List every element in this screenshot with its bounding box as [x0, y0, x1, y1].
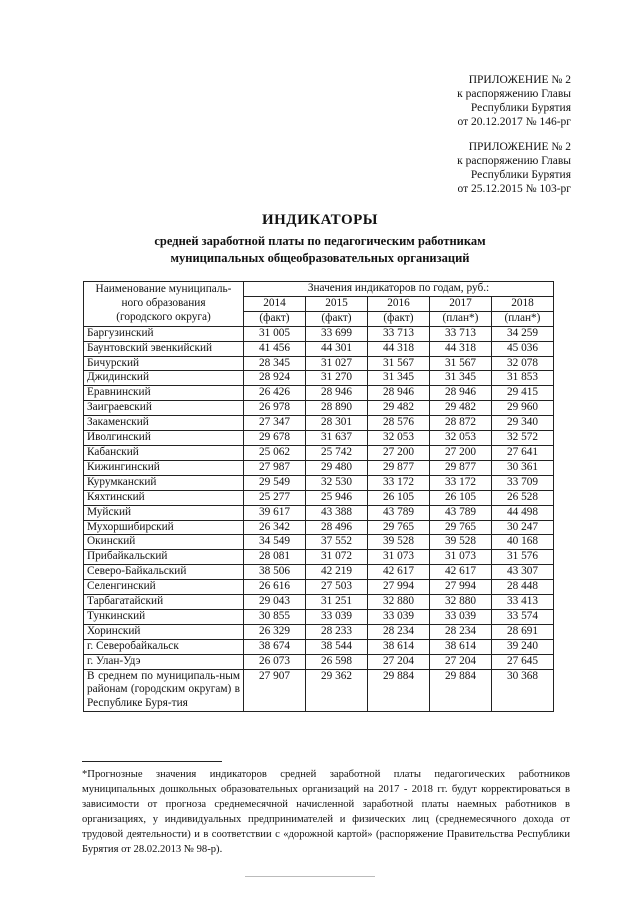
average-label: В среднем по муниципаль-ным районам (городским округам) в Республике Буря-тия: [84, 669, 244, 712]
municipality-name: Хоринский: [84, 624, 244, 639]
indicator-value: 45 036: [492, 341, 554, 356]
appendix-ref-line: Республики Бурятия: [470, 169, 571, 181]
table-row: [84, 431, 554, 446]
indicator-value: 33 699: [306, 326, 368, 341]
municipality-name: Селенгинский: [84, 580, 244, 595]
indicator-value: 33 713: [430, 326, 492, 341]
year-kind: (факт): [244, 311, 306, 326]
indicator-value: 42 617: [430, 565, 492, 580]
indicator-value: 39 240: [492, 639, 554, 654]
indicator-value: 28 872: [430, 416, 492, 431]
indicator-value: 28 301: [306, 416, 368, 431]
indicator-value: 28 345: [244, 356, 306, 371]
indicator-value: 28 691: [492, 624, 554, 639]
indicator-value: 27 204: [430, 654, 492, 669]
municipality-name: Мухоршибирский: [84, 520, 244, 535]
indicator-value: 28 890: [306, 401, 368, 416]
indicator-value: 31 072: [306, 550, 368, 565]
indicator-value: 30 361: [492, 460, 554, 475]
municipality-name: Закаменский: [84, 416, 244, 431]
municipality-name: г. Северобайкальск: [84, 639, 244, 654]
indicator-value: 27 200: [430, 445, 492, 460]
indicator-value: 33 039: [368, 609, 430, 624]
indicator-value: 26 616: [244, 580, 306, 595]
indicator-value: 32 053: [368, 431, 430, 446]
table-row: [84, 386, 554, 401]
indicator-value: 27 987: [244, 460, 306, 475]
indicator-value: 25 277: [244, 490, 306, 505]
appendix-ref-line: к распоряжению Главы: [457, 88, 571, 100]
indicator-value: 33 172: [430, 475, 492, 490]
indicator-value: 27 645: [492, 654, 554, 669]
indicator-value: 31 637: [306, 431, 368, 446]
indicator-value: 31 853: [492, 371, 554, 386]
year-kind: (план*): [430, 311, 492, 326]
municipality-name: Иволгинский: [84, 431, 244, 446]
table-row: [84, 654, 554, 669]
indicator-value: 28 496: [306, 520, 368, 535]
indicator-value: 33 039: [430, 609, 492, 624]
appendix-header-current: [457, 73, 571, 129]
indicator-value: 26 598: [306, 654, 368, 669]
appendix-label: ПРИЛОЖЕНИЕ № 2: [468, 74, 571, 86]
indicator-value: 38 544: [306, 639, 368, 654]
table-row: [84, 565, 554, 580]
indicator-value: 38 674: [244, 639, 306, 654]
document-title: ИНДИКАТОРЫ: [261, 212, 379, 228]
table-row: [84, 609, 554, 624]
indicator-value: 28 233: [306, 624, 368, 639]
indicator-value: 43 789: [430, 505, 492, 520]
indicator-value: 26 073: [244, 654, 306, 669]
indicator-value: 39 528: [368, 535, 430, 550]
indicator-value: 32 053: [430, 431, 492, 446]
indicator-value: 31 576: [492, 550, 554, 565]
table-row: [84, 401, 554, 416]
indicator-value: 26 978: [244, 401, 306, 416]
footnote: *Прогнозные значения индикаторов средней заработной платы педагогических работников муниципальных дошкольных образовательных организаций на 2017 - 2018 гг. будут корректироваться в зависимости от прогноза среднемесячной начисленной заработной платы наемных работников в организациях, у индивидуальных предпринимателей и физических лиц (среднемесячного дохода от трудовой деятельности) и в соответствии с «дорожной картой» (распоряжение Правительства Республики Бурятия от 28.02.2013 № 98-р).: [82, 769, 570, 856]
average-value: 29 884: [430, 669, 492, 712]
municipality-name: Заиграевский: [84, 401, 244, 416]
indicator-value: 31 270: [306, 371, 368, 386]
indicator-value: 31 073: [368, 550, 430, 565]
table-row: [84, 341, 554, 356]
municipality-name: Баунтовский эвенкийский: [84, 341, 244, 356]
indicator-value: 38 614: [368, 639, 430, 654]
indicator-value: 26 528: [492, 490, 554, 505]
column-group-header: Значения индикаторов по годам, руб.:: [244, 282, 554, 297]
indicator-value: 27 994: [368, 580, 430, 595]
table-row: [84, 356, 554, 371]
indicator-value: 27 204: [368, 654, 430, 669]
indicator-value: 33 713: [368, 326, 430, 341]
indicator-value: 29 877: [368, 460, 430, 475]
indicator-value: 43 388: [306, 505, 368, 520]
table-row: [84, 326, 554, 341]
indicator-value: 32 572: [492, 431, 554, 446]
indicator-value: 43 307: [492, 565, 554, 580]
indicator-value: 29 877: [430, 460, 492, 475]
average-value: 29 362: [306, 669, 368, 712]
appendix-date: от 25.12.2015 № 103-рг: [457, 183, 571, 195]
indicator-value: 41 456: [244, 341, 306, 356]
municipality-name: Тарбагатайский: [84, 595, 244, 610]
indicator-value: 33 574: [492, 609, 554, 624]
indicator-value: 28 448: [492, 580, 554, 595]
indicator-value: 28 946: [306, 386, 368, 401]
indicator-value: 33 413: [492, 595, 554, 610]
indicator-value: 29 340: [492, 416, 554, 431]
indicator-value: 29 960: [492, 401, 554, 416]
indicator-value: 26 105: [368, 490, 430, 505]
footnote-divider: [82, 761, 222, 762]
average-value: 27 907: [244, 669, 306, 712]
indicator-value: 44 318: [430, 341, 492, 356]
indicator-value: 28 576: [368, 416, 430, 431]
indicator-value: 32 880: [368, 595, 430, 610]
year-header: 2015: [306, 296, 368, 311]
appendix-date: от 20.12.2017 № 146-рг: [457, 116, 571, 128]
indicator-value: 30 247: [492, 520, 554, 535]
table-row: [84, 505, 554, 520]
column-header-municipality: Наименование муниципаль- ного образования (городского округа): [84, 282, 244, 327]
municipality-name: Северо-Байкальский: [84, 565, 244, 580]
appendix-header-previous: [457, 140, 571, 196]
indicator-value: 33 039: [306, 609, 368, 624]
year-kind: (план*): [492, 311, 554, 326]
average-row: [84, 669, 554, 712]
indicator-value: 28 924: [244, 371, 306, 386]
document-subtitle: муниципальных общеобразовательных организаций: [170, 251, 470, 265]
table-row: [84, 550, 554, 565]
indicator-value: 44 318: [368, 341, 430, 356]
document-subtitle: средней заработной платы по педагогическим работникам: [154, 234, 486, 248]
municipality-name: Кижингинский: [84, 460, 244, 475]
table-row: [84, 445, 554, 460]
municipality-name: Муйский: [84, 505, 244, 520]
municipality-name: Окинский: [84, 535, 244, 550]
appendix-ref-line: Республики Бурятия: [470, 102, 571, 114]
indicator-value: 26 342: [244, 520, 306, 535]
indicator-value: 44 498: [492, 505, 554, 520]
indicator-value: 27 347: [244, 416, 306, 431]
indicator-value: 44 301: [306, 341, 368, 356]
indicator-value: 33 709: [492, 475, 554, 490]
indicator-value: 39 617: [244, 505, 306, 520]
appendix-label: ПРИЛОЖЕНИЕ № 2: [468, 141, 571, 153]
indicator-value: 37 552: [306, 535, 368, 550]
indicator-value: 28 234: [368, 624, 430, 639]
indicator-value: 30 855: [244, 609, 306, 624]
indicator-value: 33 172: [368, 475, 430, 490]
indicator-value: 29 549: [244, 475, 306, 490]
indicator-value: 27 200: [368, 445, 430, 460]
municipality-name: Тункинский: [84, 609, 244, 624]
indicator-value: 26 426: [244, 386, 306, 401]
indicator-value: 31 027: [306, 356, 368, 371]
indicator-value: 40 168: [492, 535, 554, 550]
table-row: [84, 475, 554, 490]
indicator-value: 25 742: [306, 445, 368, 460]
indicator-value: 31 005: [244, 326, 306, 341]
table-row: [84, 535, 554, 550]
indicator-value: 28 234: [430, 624, 492, 639]
indicator-value: 38 614: [430, 639, 492, 654]
year-header: 2017: [430, 296, 492, 311]
indicator-value: 25 946: [306, 490, 368, 505]
table-row: [84, 490, 554, 505]
indicator-value: 26 329: [244, 624, 306, 639]
municipality-name: Баргузинский: [84, 326, 244, 341]
indicator-value: 29 043: [244, 595, 306, 610]
indicator-value: 43 789: [368, 505, 430, 520]
municipality-name: Еравнинский: [84, 386, 244, 401]
indicator-value: 29 482: [368, 401, 430, 416]
indicator-value: 31 567: [368, 356, 430, 371]
municipality-name: г. Улан-Удэ: [84, 654, 244, 669]
table-row: [84, 416, 554, 431]
indicator-value: 28 081: [244, 550, 306, 565]
indicator-value: 26 105: [430, 490, 492, 505]
year-kind: (факт): [368, 311, 430, 326]
year-header: 2014: [244, 296, 306, 311]
indicator-value: 29 482: [430, 401, 492, 416]
year-kind: (факт): [306, 311, 368, 326]
indicator-value: 34 259: [492, 326, 554, 341]
table-row: [84, 624, 554, 639]
indicator-value: 28 946: [430, 386, 492, 401]
indicator-value: 31 073: [430, 550, 492, 565]
indicator-value: 29 765: [430, 520, 492, 535]
table-row: [84, 460, 554, 475]
year-header: 2018: [492, 296, 554, 311]
year-header: 2016: [368, 296, 430, 311]
table-row: [84, 371, 554, 386]
indicators-table: [83, 281, 554, 712]
indicator-value: 31 567: [430, 356, 492, 371]
table-row: [84, 520, 554, 535]
indicator-value: 38 506: [244, 565, 306, 580]
indicator-value: 28 946: [368, 386, 430, 401]
average-value: 30 368: [492, 669, 554, 712]
page-bottom-line: [245, 876, 375, 877]
municipality-name: Прибайкальский: [84, 550, 244, 565]
table-row: [84, 639, 554, 654]
municipality-name: Кабанский: [84, 445, 244, 460]
indicator-value: 32 880: [430, 595, 492, 610]
indicator-value: 29 415: [492, 386, 554, 401]
indicator-value: 29 480: [306, 460, 368, 475]
indicator-value: 42 617: [368, 565, 430, 580]
average-value: 29 884: [368, 669, 430, 712]
indicator-value: 29 765: [368, 520, 430, 535]
indicator-value: 34 549: [244, 535, 306, 550]
table-row: [84, 580, 554, 595]
indicator-value: 27 503: [306, 580, 368, 595]
municipality-name: Джидинский: [84, 371, 244, 386]
indicator-value: 27 641: [492, 445, 554, 460]
indicator-value: 39 528: [430, 535, 492, 550]
table-row: [84, 595, 554, 610]
indicator-value: 31 345: [368, 371, 430, 386]
municipality-name: Бичурский: [84, 356, 244, 371]
indicator-value: 25 062: [244, 445, 306, 460]
indicator-value: 29 678: [244, 431, 306, 446]
municipality-name: Курумканский: [84, 475, 244, 490]
indicator-value: 31 345: [430, 371, 492, 386]
indicator-value: 42 219: [306, 565, 368, 580]
indicator-value: 32 530: [306, 475, 368, 490]
municipality-name: Кяхтинский: [84, 490, 244, 505]
indicator-value: 27 994: [430, 580, 492, 595]
appendix-ref-line: к распоряжению Главы: [457, 155, 571, 167]
indicator-value: 31 251: [306, 595, 368, 610]
indicator-value: 32 078: [492, 356, 554, 371]
